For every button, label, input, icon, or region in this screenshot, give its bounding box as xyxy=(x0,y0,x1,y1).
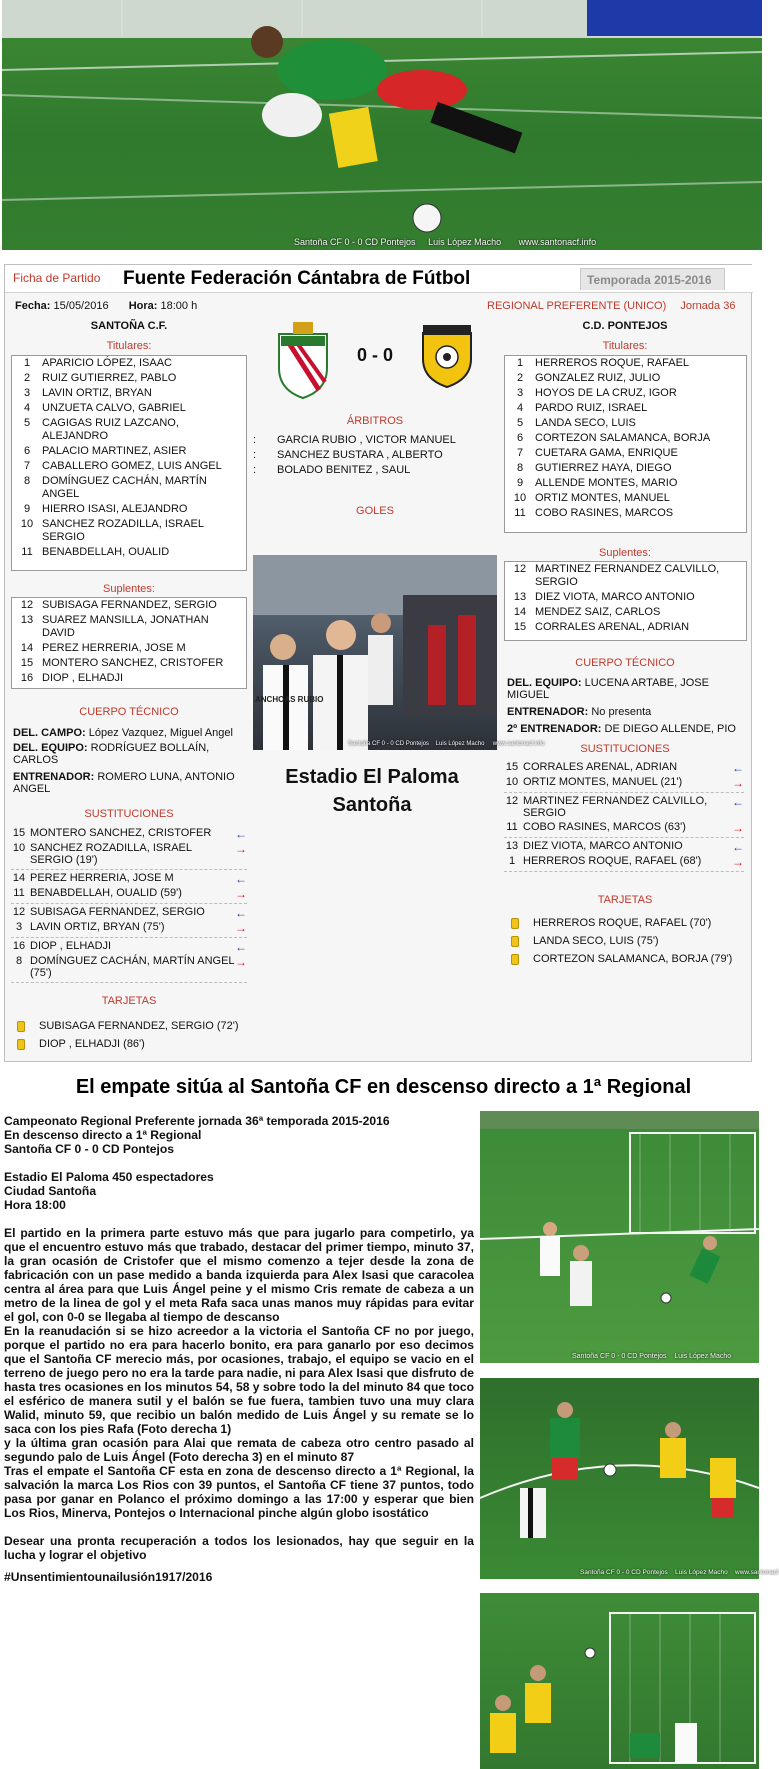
player-name: PALACIO MARTINEZ, ASIER xyxy=(42,445,187,457)
home-subs-list xyxy=(11,597,247,689)
referee-item: : GARCIA RUBIO , VICTOR MANUEL xyxy=(253,434,456,446)
player-name: ALLENDE MONTES, MARIO xyxy=(535,477,678,489)
player-name: BENABDELLAH, OUALID (59') xyxy=(30,887,182,899)
player-name: HERREROS ROQUE, RAFAEL (70') xyxy=(533,917,712,929)
player-number: 14 xyxy=(12,872,26,884)
player-number: 13 xyxy=(20,614,34,626)
player-name: CAGIGAS RUIZ LAZCANO, ALEJANDRO xyxy=(42,417,179,442)
away-starters-list xyxy=(504,355,747,533)
player-name: HIERRO ISASI, ALEJANDRO xyxy=(42,503,188,515)
player-name: SUBISAGA FERNANDEZ, SERGIO xyxy=(42,599,217,611)
away-substitutions-heading: SUSTITUCIONES xyxy=(580,743,670,755)
player-row xyxy=(505,562,746,590)
player-row xyxy=(12,641,246,656)
player-number: 5 xyxy=(516,417,524,429)
player-number: 10 xyxy=(12,842,26,854)
player-row xyxy=(12,416,246,444)
hero-scene xyxy=(2,0,762,250)
article-intro-line: En descenso directo a 1ª Regional xyxy=(4,1128,202,1142)
player-name: COBO RASINES, MARCOS xyxy=(535,507,674,519)
player-name: PARDO RUIZ, ISRAEL xyxy=(535,402,648,414)
player-row xyxy=(12,671,246,686)
arrow-right-out-icon: → xyxy=(235,955,247,969)
player-name: HERREROS ROQUE, RAFAEL xyxy=(535,357,690,369)
sheet-title: Fuente Federación Cántabra de Fútbol xyxy=(123,268,471,289)
player-name: MENDEZ SAIZ, CARLOS xyxy=(535,606,661,618)
player-number: 12 xyxy=(505,795,519,807)
player-row xyxy=(12,444,246,459)
player-row xyxy=(505,491,746,506)
player-number: 15 xyxy=(513,621,527,633)
player-row xyxy=(505,590,746,605)
player-number: 11 xyxy=(506,821,518,833)
player-row xyxy=(12,598,246,613)
arrow-right-out-icon: → xyxy=(732,776,744,790)
player-row xyxy=(12,459,246,474)
yellow-card-icon xyxy=(511,918,519,929)
home-subs-heading: Suplentes: xyxy=(103,583,155,595)
substitution-out-row xyxy=(504,821,734,833)
player-name: MARTINEZ FERNANDEZ CALVILLO, SERGIO xyxy=(535,563,720,588)
player-number: 7 xyxy=(516,447,524,459)
article-intro-line: Campeonato Regional Preferente jornada 36ª temporada 2015-2016 xyxy=(4,1114,390,1128)
player-name: CUETARA GAMA, ENRIQUE xyxy=(535,447,678,459)
player-number: 15 xyxy=(12,827,26,839)
player-name: HOYOS DE LA CRUZ, IGOR xyxy=(535,387,677,399)
player-number: 1 xyxy=(508,855,516,867)
player-row xyxy=(12,356,246,371)
article-paragraph: El partido en la primera parte estuvo más que para jugarlo para competirlo, ya que el encuentro estuvo más que trabado, destacar del primer tiempo, minuto 37, la gran ocasión de Cristofer que el mismo comenzo a tejer desde la zona de fabricación con un pase medido a banda izquierda para Alex Isasi que caracolea centra al área para que Luis Ángel peine y el mismo Cris remate de cabeza a un metro de la linea de gol y el meta Rafa saca unas manos muy rápidas para evitar el gol, con 0-0 se llegaba al tiempo de descanso xyxy=(4,1226,474,1324)
player-number: 14 xyxy=(20,642,34,654)
article-info-line: Hora 18:00 xyxy=(4,1198,66,1212)
yellow-card-icon xyxy=(511,954,519,965)
time-label: Hora: xyxy=(128,300,158,312)
player-name: CABALLERO GOMEZ, LUIS ANGEL xyxy=(42,460,222,472)
row-divider xyxy=(11,869,247,870)
substitution-in-row xyxy=(11,872,237,884)
player-name: MONTERO SANCHEZ, CRISTOFER xyxy=(30,827,212,839)
player-row xyxy=(505,605,746,620)
player-name: GONZALEZ RUIZ, JULIO xyxy=(535,372,661,384)
player-number: 10 xyxy=(20,518,34,530)
card-row xyxy=(17,1020,247,1033)
player-number: 13 xyxy=(505,840,519,852)
player-name: DIEZ VIOTA, MARCO ANTONIO xyxy=(523,840,683,852)
article-paragraph: y la última gran ocasión para Alai que remata de cabeza otro centro pasado al segundo palo de Luis Ángel (Foto derecha 3) en el minuto 87 xyxy=(4,1436,474,1464)
substitution-out-row xyxy=(11,955,237,979)
article-headline: El empate sitúa al Santoña CF en descenso directo a 1ª Regional xyxy=(75,1076,692,1098)
row-divider xyxy=(11,903,247,904)
away-starters-heading: Titulares: xyxy=(602,340,648,352)
yellow-card-icon xyxy=(511,936,519,947)
sheet-tab-bar xyxy=(5,265,753,293)
player-row xyxy=(505,356,746,371)
player-number: 16 xyxy=(20,672,34,684)
player-number: 11 xyxy=(13,887,25,899)
player-number: 8 xyxy=(23,475,31,487)
player-name: ORTIZ MONTES, MANUEL xyxy=(535,492,670,504)
player-row xyxy=(505,431,746,446)
team-photo-caption: Santoña CF 0 - 0 CD Pontejos Luis López Macho www.santonacf.info xyxy=(348,741,545,747)
player-number: 3 xyxy=(15,921,23,933)
home-substitutions-heading: SUSTITUCIONES xyxy=(84,808,174,820)
player-row xyxy=(505,386,746,401)
player-number: 3 xyxy=(23,387,31,399)
article-body xyxy=(4,1114,474,1584)
player-name: CORTEZON SALAMANCA, BORJA xyxy=(535,432,711,444)
away-staff: DEL. EQUIPO: LUCENA ARTABE, JOSE MIGUEL ENTRENADOR: No presenta 2º ENTRENADOR: DE DIEGO ALLENDE, PIO xyxy=(507,677,736,735)
arrow-left-in-icon: ← xyxy=(235,906,247,920)
player-row xyxy=(505,461,746,476)
player-name: DIOP , ELHADJI xyxy=(42,672,124,684)
match-sheet xyxy=(4,264,752,1062)
player-row xyxy=(505,416,746,431)
player-name: GUTIERREZ HAYA, DIEGO xyxy=(535,462,672,474)
player-number: 4 xyxy=(23,402,31,414)
side-photo-3 xyxy=(480,1593,759,1769)
referees-list xyxy=(253,433,456,478)
match-time: 18:00 h xyxy=(160,300,198,312)
away-staff-heading: CUERPO TÉCNICO xyxy=(575,657,675,669)
score: 0 - 0 xyxy=(356,345,394,365)
substitution-out-row xyxy=(504,776,734,788)
row-divider xyxy=(504,871,744,872)
away-cards-heading: TARJETAS xyxy=(597,894,653,906)
referee-item: : SANCHEZ BUSTARA , ALBERTO xyxy=(253,449,443,461)
home-team-name: SANTOÑA C.F. xyxy=(90,320,168,332)
row-divider xyxy=(504,837,744,838)
player-name: MONTERO SANCHEZ, CRISTOFER xyxy=(42,657,224,669)
player-name: DOMÍNGUEZ CACHÁN, MARTÍN ANGEL xyxy=(42,475,207,500)
player-name: CORRALES ARENAL, ADRIAN xyxy=(535,621,690,633)
arrow-left-in-icon: ← xyxy=(732,795,744,809)
substitution-in-row xyxy=(11,906,237,918)
player-name: HERREROS ROQUE, RAFAEL (68') xyxy=(523,855,702,867)
stadium-name: Estadio El Paloma Santoña xyxy=(285,766,459,816)
player-number: 16 xyxy=(12,940,26,952)
player-number: 15 xyxy=(505,761,519,773)
player-name: BENABDELLAH, OUALID xyxy=(42,546,170,558)
player-name: PEREZ HERRERIA, JOSE M xyxy=(42,642,186,654)
card-row xyxy=(17,1038,247,1051)
player-number: 8 xyxy=(516,462,524,474)
substitution-out-row xyxy=(504,855,734,867)
player-name: LAVIN ORTIZ, BRYAN (75') xyxy=(30,921,165,933)
player-name: SANCHEZ ROZADILLA, ISRAEL SERGIO (19') xyxy=(30,842,192,866)
row-divider xyxy=(11,937,247,938)
article-hashtag: #Unsentimientounailusión1917/2016 xyxy=(4,1570,213,1584)
player-row xyxy=(12,517,246,545)
player-number: 4 xyxy=(516,402,524,414)
arrow-right-out-icon: → xyxy=(235,921,247,935)
player-number: 12 xyxy=(20,599,34,611)
side-photo-1 xyxy=(480,1111,759,1363)
player-number: 13 xyxy=(513,591,527,603)
player-number: 12 xyxy=(12,906,26,918)
player-row xyxy=(505,476,746,491)
player-row xyxy=(12,371,246,386)
player-name: MARTINEZ FERNANDEZ CALVILLO, SERGIO xyxy=(523,795,708,819)
player-row xyxy=(12,386,246,401)
player-name: DIEZ VIOTA, MARCO ANTONIO xyxy=(535,591,695,603)
away-cards xyxy=(511,917,747,971)
player-name: COBO RASINES, MARCOS (63') xyxy=(523,821,686,833)
player-number: 10 xyxy=(513,492,527,504)
side-photo-1-caption: Santoña CF 0 - 0 CD Pontejos Luis López Macho xyxy=(572,1353,732,1360)
player-number: 1 xyxy=(23,357,31,369)
substitution-out-row xyxy=(11,921,237,933)
player-number: 7 xyxy=(23,460,31,472)
yellow-card-icon xyxy=(17,1021,25,1032)
player-number: 15 xyxy=(20,657,34,669)
player-row xyxy=(505,446,746,461)
home-staff-heading: CUERPO TÉCNICO xyxy=(79,706,179,718)
arrow-right-out-icon: → xyxy=(235,842,247,856)
player-row xyxy=(505,371,746,386)
article-info-line: Ciudad Santoña xyxy=(4,1184,97,1198)
player-row xyxy=(12,401,246,416)
row-divider xyxy=(11,982,247,983)
player-name: APARICIO LÓPEZ, ISAAC xyxy=(42,357,172,369)
article-info-line: Estadio El Paloma 450 espectadores xyxy=(4,1170,214,1184)
article-paragraph: En la reanudación si se hizo acreedor a la victoria el Santoña CF no por juego, porque el partido no era para hacerlo bonito, era para ganarlo por eso decimos que el Santoña CF merecio más, por ocasiones, trabajo, el equipo se vacio en el terreno de juego pero no era la tarde para nadie, ni para Alex Isasi que disfruto de hasta tres ocasiones en los minutos 54, 58 y sobre todo la del minuto 84 que toco el esférico de manera sutil y el balón se fue fuera, tambien tuvo una muy clara Walid, minuto 59, que recibio un balón medido de Luis Ángel y su remate se lo saca con los pies Rafa (Foto derecha 1) xyxy=(4,1324,474,1436)
away-crest xyxy=(419,323,475,403)
player-row xyxy=(12,474,246,502)
side-photo-2-caption: Santoña CF 0 - 0 CD Pontejos Luis López Macho www.santonacf xyxy=(580,1569,779,1576)
player-name: SANCHEZ ROZADILLA, ISRAEL SERGIO xyxy=(42,518,204,543)
player-name: LANDA SECO, LUIS xyxy=(535,417,636,429)
arrow-right-out-icon: → xyxy=(732,821,744,835)
substitution-out-row xyxy=(11,842,237,866)
card-row xyxy=(511,935,747,948)
home-starters-list xyxy=(11,355,247,571)
card-row xyxy=(511,953,747,966)
hero-photo-caption: Santoña CF 0 - 0 CD Pontejos Luis López Macho www.santonacf.info xyxy=(294,237,597,247)
arrow-right-out-icon: → xyxy=(235,887,247,901)
home-staff: DEL. CAMPO: López Vazquez, Miguel Angel DEL. EQUIPO: RODRÍGUEZ BOLLAÍN, CARLOS ENTRENADOR: ROMERO LUNA, ANTONIO ANGEL xyxy=(13,727,235,795)
player-row xyxy=(12,545,246,560)
player-name: RUIZ GUTIERREZ, PABLO xyxy=(42,372,177,384)
home-cards xyxy=(17,1020,247,1056)
player-number: 10 xyxy=(505,776,519,788)
round-number: Jornada 36 xyxy=(680,300,736,312)
match-date: 15/05/2016 xyxy=(53,300,109,312)
player-name: DIOP , ELHADJI xyxy=(30,940,112,952)
arrow-right-out-icon: → xyxy=(732,855,744,869)
tab-season[interactable]: Temporada 2015-2016 xyxy=(580,268,725,290)
article-paragraph: Desear una pronta recuperación a todos los lesionados, hay que seguir en la lucha y lograr el objetivo xyxy=(4,1534,474,1562)
competition-name: REGIONAL PREFERENTE (UNICO) xyxy=(487,300,667,312)
substitution-in-row xyxy=(504,795,734,819)
player-number: 9 xyxy=(516,477,524,489)
date-label: Fecha: xyxy=(15,300,51,312)
arrow-left-in-icon: ← xyxy=(235,872,247,886)
player-name: ORTIZ MONTES, MANUEL (21') xyxy=(523,776,683,788)
side-photo-2 xyxy=(480,1378,779,1579)
player-number: 5 xyxy=(23,417,31,429)
player-row xyxy=(505,401,746,416)
card-row xyxy=(511,917,747,930)
player-name: SUAREZ MANSILLA, JONATHAN DAVID xyxy=(42,614,209,639)
player-number: 12 xyxy=(513,563,527,575)
arrow-left-in-icon: ← xyxy=(235,940,247,954)
player-name: CORRALES ARENAL, ADRIAN xyxy=(523,761,678,773)
player-number: 11 xyxy=(21,546,33,558)
referees-heading: ÁRBITROS xyxy=(346,415,404,427)
article-intro-line: Santoña CF 0 - 0 CD Pontejos xyxy=(4,1142,175,1156)
player-number: 6 xyxy=(516,432,524,444)
player-row xyxy=(505,620,746,635)
home-substitutions xyxy=(11,827,251,979)
away-subs-list xyxy=(504,561,747,641)
player-row xyxy=(505,506,746,521)
player-name: DIOP , ELHADJI (86') xyxy=(39,1038,145,1050)
player-row xyxy=(12,502,246,517)
goals-heading: GOLES xyxy=(356,505,394,517)
player-number: 11 xyxy=(514,507,526,519)
player-name: SUBISAGA FERNANDEZ, SERGIO xyxy=(30,906,205,918)
player-row xyxy=(12,656,246,671)
tab-ficha-de-partido[interactable]: Ficha de Partido xyxy=(13,271,101,285)
player-number: 6 xyxy=(23,445,31,457)
player-name: LANDA SECO, LUIS (75') xyxy=(533,935,659,947)
substitution-in-row xyxy=(504,840,734,852)
player-number: 9 xyxy=(23,503,31,515)
away-subs-heading: Suplentes: xyxy=(599,547,651,559)
player-number: 2 xyxy=(516,372,524,384)
player-name: LAVIN ORTIZ, BRYAN xyxy=(42,387,152,399)
substitution-out-row xyxy=(11,887,237,899)
row-divider xyxy=(504,792,744,793)
article-paragraph: Tras el empate el Santoña CF esta en zona de descenso directo a 1ª Regional, la salvación la marca Los Rios con 39 puntos, el Santoña CF tiene 37 puntos, todo pasa por ganar en Polanco el próximo domingo a las 17:00 y esperar que bien Los Rios, Minerva, Pontejos o Internacional pinche algún globo isostático xyxy=(4,1464,474,1520)
player-name: SUBISAGA FERNANDEZ, SERGIO (72') xyxy=(39,1020,239,1032)
away-substitutions xyxy=(504,761,748,881)
away-team-name: C.D. PONTEJOS xyxy=(582,320,668,332)
arrow-left-in-icon: ← xyxy=(235,827,247,841)
substitution-in-row xyxy=(11,827,237,839)
yellow-card-icon xyxy=(17,1039,25,1050)
shirt-sponsor-text: ANCHOAS RUBIO xyxy=(255,695,324,704)
player-number: 8 xyxy=(15,955,23,967)
player-number: 2 xyxy=(23,372,31,384)
player-name: UNZUETA CALVO, GABRIEL xyxy=(42,402,186,414)
player-number: 14 xyxy=(513,606,527,618)
arrow-left-in-icon: ← xyxy=(732,761,744,775)
substitution-in-row xyxy=(11,940,237,952)
arrow-left-in-icon: ← xyxy=(732,840,744,854)
player-number: 1 xyxy=(516,357,524,369)
home-crest xyxy=(275,320,331,400)
player-name: DOMÍNGUEZ CACHÁN, MARTÍN ANGEL (75') xyxy=(30,955,235,979)
player-number: 3 xyxy=(516,387,524,399)
home-cards-heading: TARJETAS xyxy=(101,995,157,1007)
referee-item: : BOLADO BENITEZ , SAUL xyxy=(253,464,411,476)
substitution-in-row xyxy=(504,761,734,773)
player-name: CORTEZON SALAMANCA, BORJA (79') xyxy=(533,953,733,965)
player-name: PEREZ HERRERIA, JOSE M xyxy=(30,872,174,884)
home-starters-heading: Titulares: xyxy=(106,340,152,352)
player-row xyxy=(12,613,246,641)
hero-photo xyxy=(2,0,762,250)
